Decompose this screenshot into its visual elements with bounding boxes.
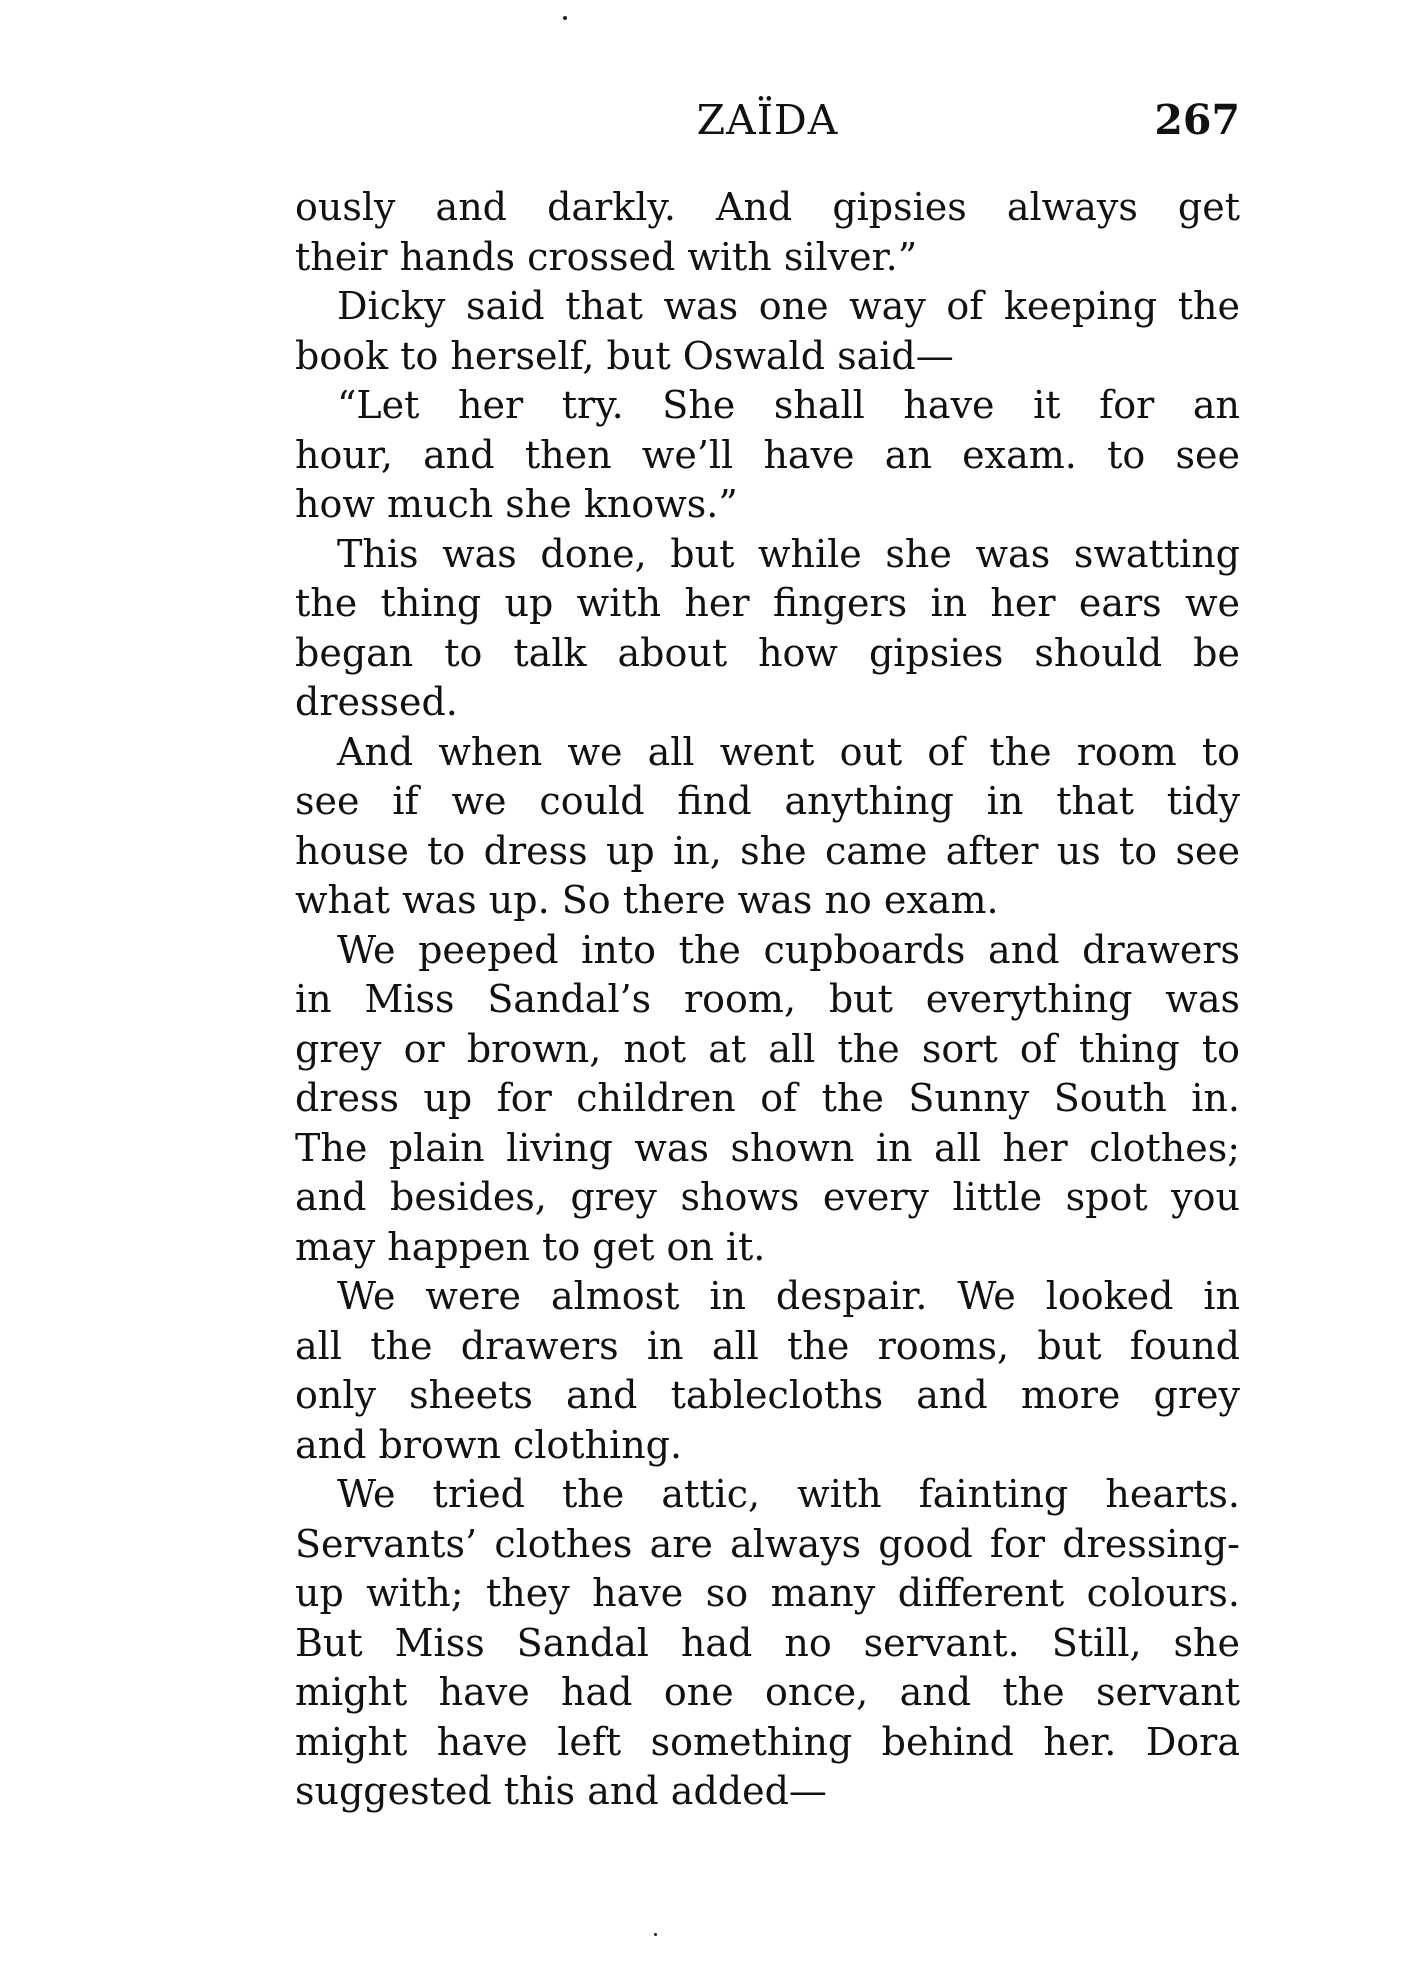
text-line: The plain living was shown in all her clothes; (295, 1125, 1240, 1170)
ink-speck (563, 16, 567, 20)
body-text (295, 183, 1240, 1817)
text-line: might have left something behind her. Dora (295, 1719, 1240, 1764)
ink-speck (654, 1933, 657, 1936)
text-line: all the drawers in all the rooms, but found (295, 1323, 1240, 1368)
text-line: may happen to get on it. (295, 1224, 766, 1269)
text-line: This was done, but while she was swatting (337, 531, 1240, 576)
text-line: dressed. (295, 680, 458, 724)
text-line: grey or brown, not at all the sort of thing to (295, 1026, 1240, 1071)
text-line: how much she knows.” (295, 482, 738, 526)
text-line: And when we all went out of the room to (337, 729, 1240, 774)
text-line: Servants’ clothes are always good for dressing- (295, 1521, 1240, 1566)
text-line: But Miss Sandal had no servant. Still, she (295, 1620, 1240, 1665)
text-line: in Miss Sandal’s room, but everything was (295, 977, 1240, 1021)
text-line: up with; they have so many different colours. (295, 1571, 1240, 1615)
text-line: might have had one once, and the servant (295, 1670, 1240, 1714)
text-line: “Let her try. She shall have it for an (337, 383, 1240, 427)
page-header (295, 90, 1240, 150)
running-title: ZAÏDA (696, 96, 839, 144)
text-line: began to talk about how gipsies should be (295, 630, 1240, 675)
text-line: what was up. So there was no exam. (295, 878, 999, 922)
text-line: and besides, grey shows every little spot you (295, 1175, 1240, 1219)
text-line: Dicky said that was one way of keeping the (337, 284, 1240, 328)
text-line: the thing up with her fingers in her ears we (295, 581, 1240, 625)
text-line: We peeped into the cupboards and drawers (337, 927, 1240, 972)
text-line: only sheets and tablecloths and more grey (295, 1373, 1240, 1417)
text-line: their hands crossed with silver.” (295, 234, 918, 279)
text-line: We were almost in despair. We looked in (337, 1274, 1240, 1318)
text-line: see if we could find anything in that tidy (295, 779, 1240, 823)
text-line: suggested this and added— (295, 1769, 827, 1813)
page-number: 267 (1154, 96, 1240, 144)
text-line: hour, and then we’ll have an exam. to see (295, 432, 1240, 477)
text-line: house to dress up in, she came after us to see (295, 828, 1240, 873)
text-line: We tried the attic, with fainting hearts. (337, 1472, 1240, 1516)
text-line: dress up for children of the Sunny South in. (295, 1076, 1240, 1120)
text-line: book to herself, but Oswald said— (295, 333, 954, 378)
text-line: ously and darkly. And gipsies always get (295, 185, 1240, 229)
text-line: and brown clothing. (295, 1422, 683, 1467)
